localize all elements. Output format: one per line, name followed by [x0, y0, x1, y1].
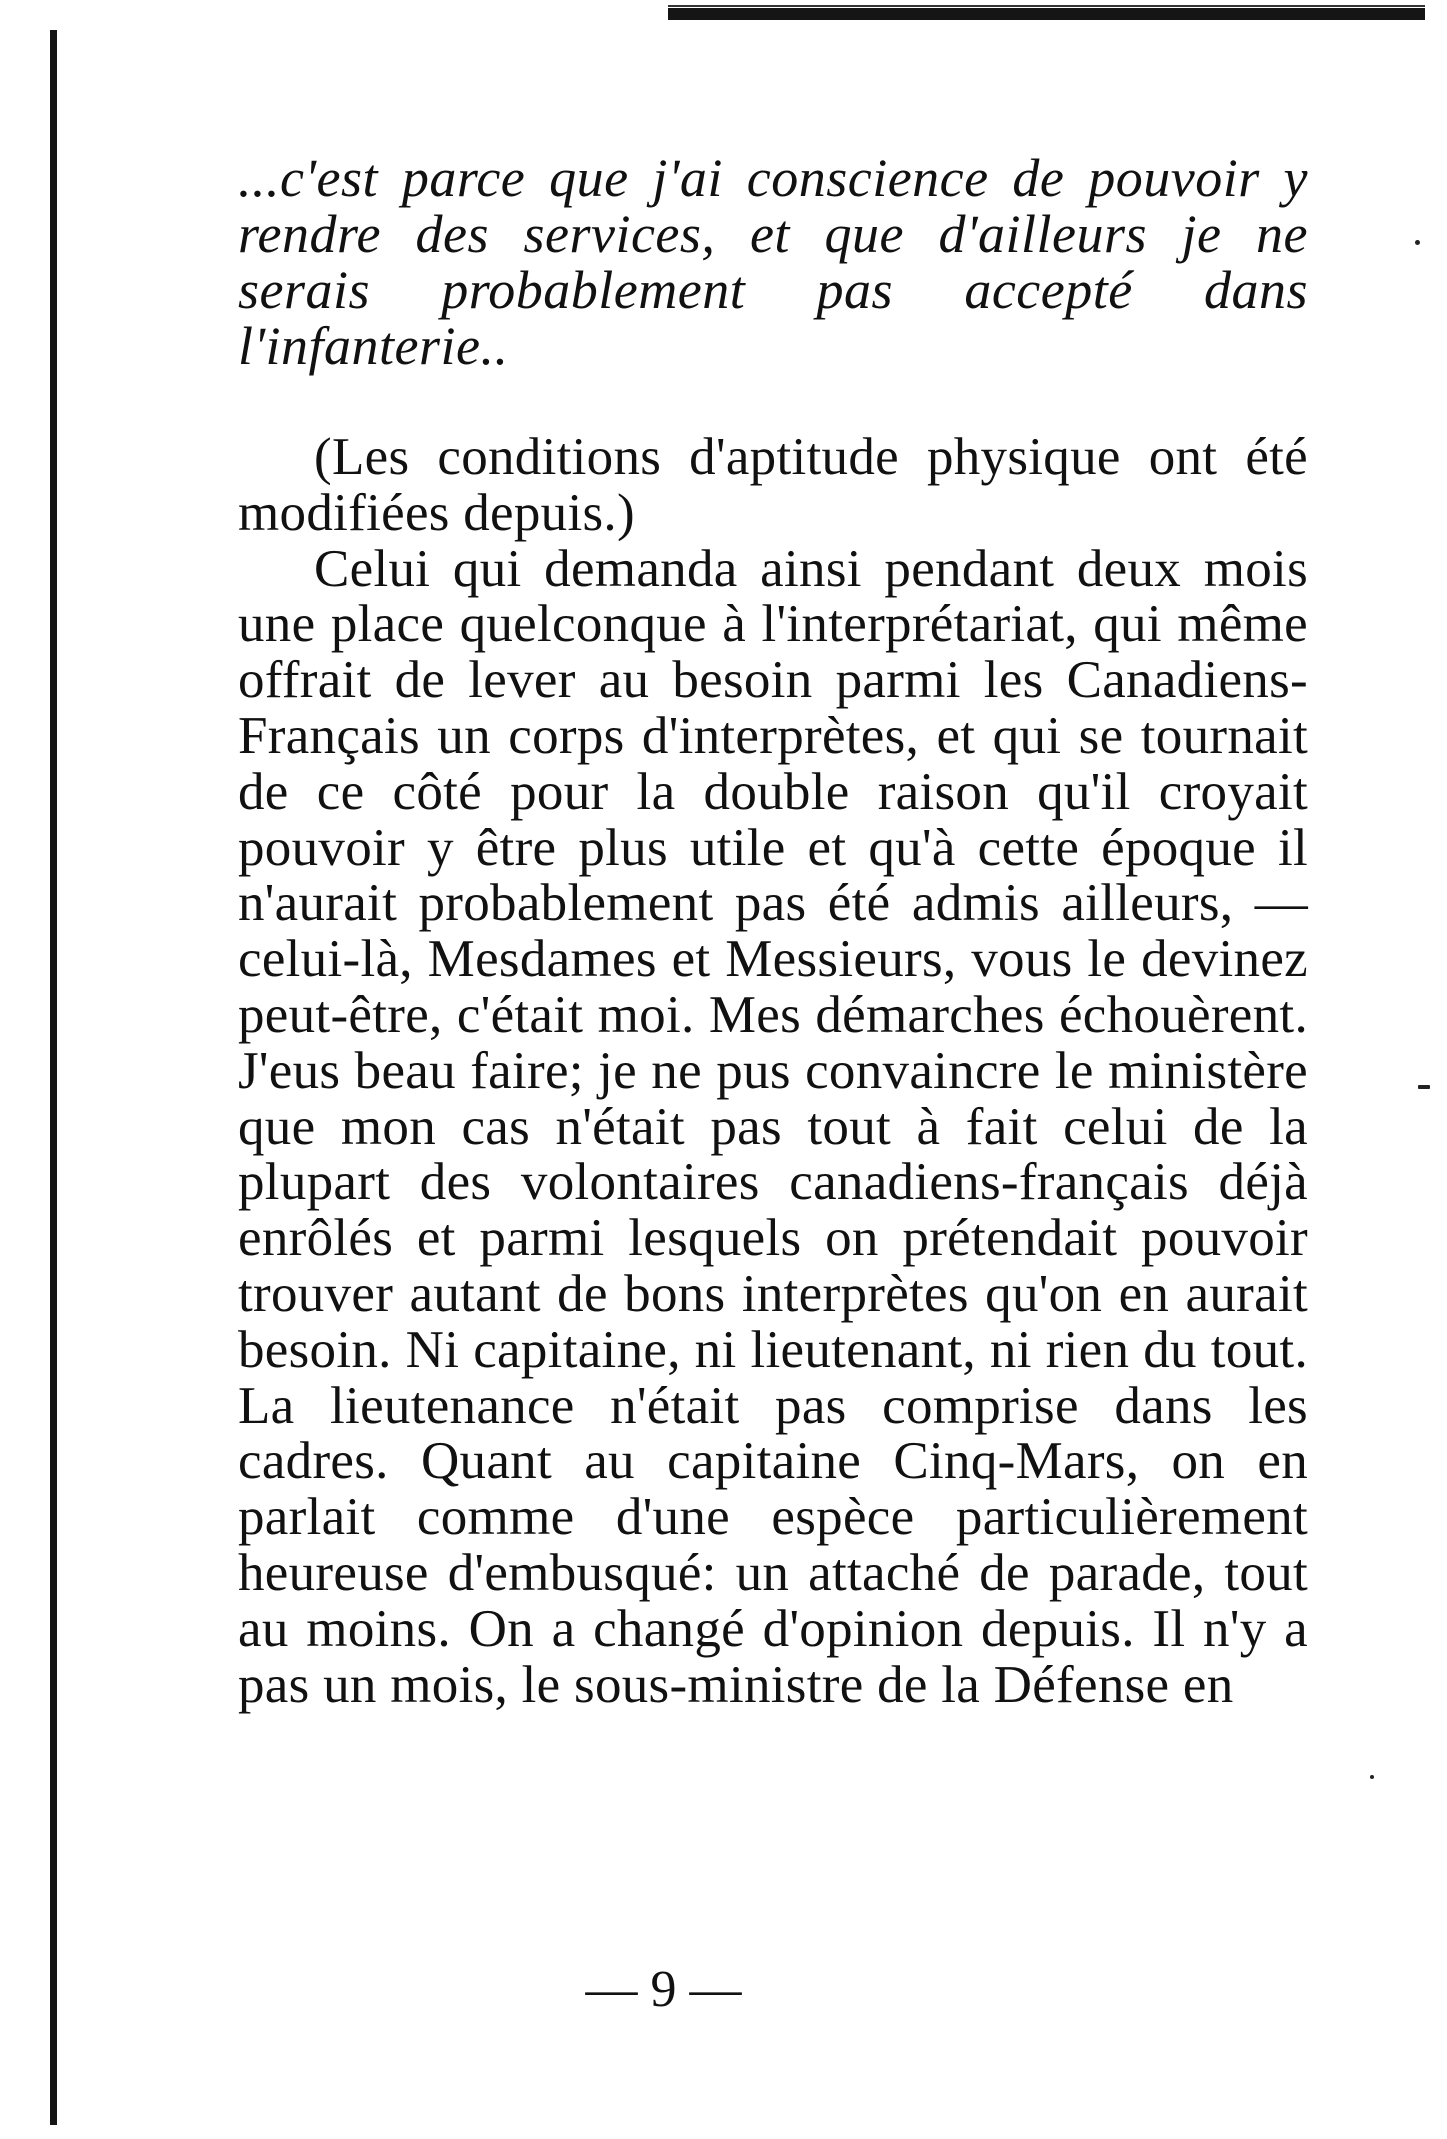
page-number: — 9 — — [585, 1961, 742, 2018]
quoted-passage — [238, 150, 1308, 374]
speck — [1418, 1085, 1430, 1089]
left-border — [50, 30, 57, 2125]
speck — [1415, 240, 1420, 245]
paragraph-main: Celui qui demanda ainsi pendant deux mois une place quelconque à l'interprétariat, qui même offrait de lever au besoin parmi les Canadiens-Français un corps d'interprètes, et qui se tournait de ce côté pour la double raison qu'il croyait pouvoir y être plus utile et qu'à cette époque il n'aurait probablement pas été admis ailleurs, — celui-là, Mesdames et Messieurs, vous le devinez peut-être, c'était moi. Mes démarches échouèrent. J'eus beau faire; je ne pus convaincre le ministère que mon cas n'était pas tout à fait celui de la plupart des volontaires canadiens-français déjà enrôlés et parmi lesquels on prétendait pouvoir trouver autant de bons interprètes qu'on en aurait besoin. Ni capitaine, ni lieutenant, ni rien du tout. La lieutenance n'était pas comprise dans les cadres. Quant au capitaine Cinq-Mars, on en parlait comme d'une espèce particulièrement heureuse d'embusqué: un attaché de parade, tout au moins. On a changé d'opinion depuis. Il n'y a pas un mois, le sous-ministre de la Défense en — [238, 539, 1308, 1714]
top-border — [668, 8, 1425, 20]
paragraph-conditions: (Les conditions d'aptitude physique ont été modifiées depuis.) — [238, 428, 1308, 542]
italic-paragraph: ...c'est parce que j'ai conscience de pouvoir y rendre des services, et que d'ailleurs je ne serais probablement pas accepté dans l'infanterie.. — [238, 148, 1308, 376]
speck — [1370, 1775, 1374, 1779]
body-text — [238, 430, 1308, 1713]
top-border-thin — [668, 5, 1425, 7]
